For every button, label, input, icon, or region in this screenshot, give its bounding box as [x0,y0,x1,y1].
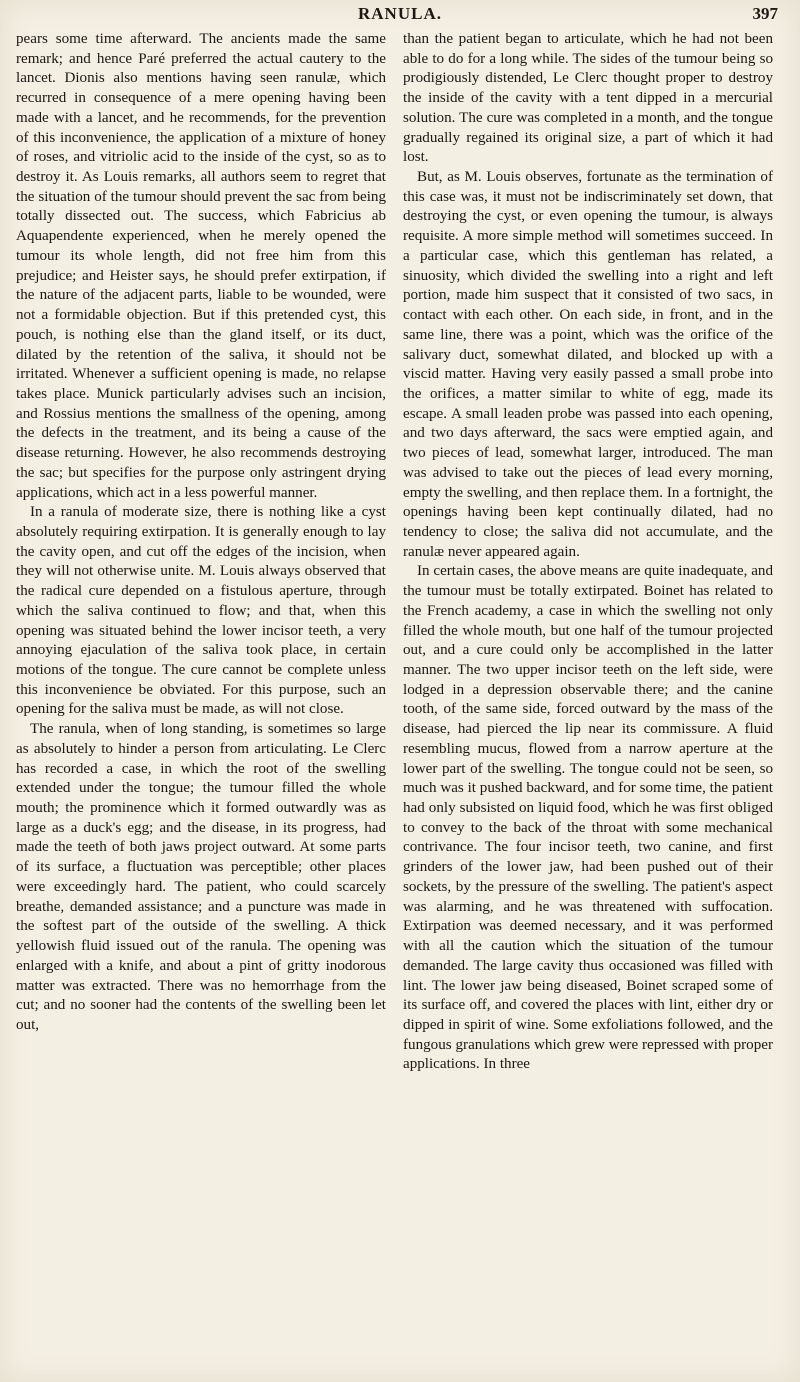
paragraph: In a ranula of moderate size, there is nothing like a cyst absolutely requiring extirpation. It is generally enough to lay the cavity open, and cut off the edges of the incision, when they will not otherwise unite. M. Louis always observed that the radical cure depended on a fistulous aperture, through which the saliva continued to flow; and that, when this opening was situated behind the lower incisor teeth, a very annoying ejaculation of the saliva took place, in certain motions of the tongue. The cure cannot be complete unless this inconvenience be obviated. For this purpose, such an opening for the saliva must be made, as will not close. [16,504,386,718]
left-column [16,30,386,1036]
page-header [0,0,800,30]
running-head: RANULA. [358,4,442,23]
paragraph: In certain cases, the above means are quite inadequate, and the tumour must be totally extirpated. Boinet has related to the French academy, a case in which the swelling not only filled the whole mouth, but one half of the tumour projected out, and a cure could only be accomplished in the latter manner. The two upper incisor teeth on the left side, were lodged in a depression observable there; and the canine tooth, of the same side, forced outward by the mass of the disease, had pierced the lip near its commissure. A fluid resembling mucus, flowed from a narrow aperture at the lower part of the swelling. The tongue could not be seen, so much was it pushed backward, and for some time, the patient had only subsisted on liquid food, which he was first obliged to convey to the back of the throat with some mechanical contrivance. The four incisor teeth, two canine, and first grinders of the lower jaw, had been pushed out of their sockets, by the pressure of the swelling. The patient's aspect was alarming, and he was threatened with suffocation. Extirpation was deemed necessary, and it was performed with all the caution which the situation of the tumour demanded. The large cavity thus occasioned was filled with lint. The lower jaw being diseased, Boinet scraped some of its surface off, and covered the places with lint, either dry or dipped in spirit of wine. Some exfoliations followed, and the fungous granulations which grew were repressed with proper applications. In three [403,563,773,1073]
right-column [403,30,773,1075]
page-number: 397 [752,4,778,23]
paragraph: than the patient began to articulate, which he had not been able to do for a long while. The sides of the tumour being so prodigiously distended, Le Clerc thought proper to destroy the inside of the cavity with a tent dipped in a mercurial solution. The cure was completed in a month, and the tongue gradually regained its original size, a part of which it had lost. [403,31,773,166]
paragraph: The ranula, when of long standing, is sometimes so large as absolutely to hinder a person from articulating. Le Clerc has recorded a case, in which the root of the swelling extended under the tongue; the tumour filled the whole mouth; the prominence which it formed outwardly was as large as a duck's egg; and the disease, in its progress, had made the teeth of both jaws project outward. At some parts of its surface, a fluctuation was perceptible; other places were exceedingly hard. The patient, who could scarcely breathe, demanded assistance; and a puncture was made in the softest part of the outside of the swelling. A thick yellowish fluid issued out of the ranula. The opening was enlarged with a knife, and about a pint of gritty inodorous matter was extracted. There was no hemorrhage from the cut; and no sooner had the contents of the swelling been let out, [16,721,386,1033]
paragraph: pears some time afterward. The ancients made the same remark; and hence Paré preferred the actual cautery to the lancet. Dionis also mentions having seen ranulæ, which recurred in consequence of a mere opening having been made with a lancet, and he recommends, for the prevention of this inconvenience, the application of a mixture of honey of roses, and vitriolic acid to the inside of the cyst, so as to destroy it. As Louis remarks, all authors seem to regret that the situation of the tumour should prevent the sac from being totally dissected out. The success, which Fabricius ab Aquapendente experienced, when he merely opened the tumour its whole length, did not free him from this prejudice; and Heister says, he should prefer extirpation, if the nature of the adjacent parts, liable to be wounded, were not a formidable objection. But if this pretended cyst, this pouch, is nothing else than the gland itself, or its duct, dilated by the retention of the saliva, it should not be irritated. Whenever a sufficient opening is made, no relapse takes place. Munick particularly advises such an incision, and Rossius mentions the smallness of the opening, among the defects in the treatment, and its being a cause of the disease returning. However, he also recommends destroying the sac; but specifies for the purpose only astringent drying applications, which act in a less powerful manner. [16,31,386,501]
paragraph: But, as M. Louis observes, fortunate as the termination of this case was, it must not be indiscriminately set down, that destroying the cyst, or even opening the tumour, is always requisite. A more simple method will sometimes succeed. In a particular case, which this gentleman has related, a sinuosity, which divided the swelling into a right and left portion, made him suspect that it consisted of two sacs, in contact with each other. On each side, in front, and in the same line, there was a point, which was the orifice of the salivary duct, somewhat dilated, and blocked up with a viscid matter. Having very easily passed a small probe into the orifices, a matter similar to white of egg, made its escape. A small leaden probe was passed into each opening, and two days afterward, the sacs were emptied again, and two pieces of lead, somewhat larger, introduced. The man was advised to take out the pieces of lead every morning, empty the swelling, and then replace them. In a fortnight, the openings having been kept continually dilated, had no tendency to close; the saliva did not accumulate, and the ranulæ never appeared again. [403,169,773,560]
